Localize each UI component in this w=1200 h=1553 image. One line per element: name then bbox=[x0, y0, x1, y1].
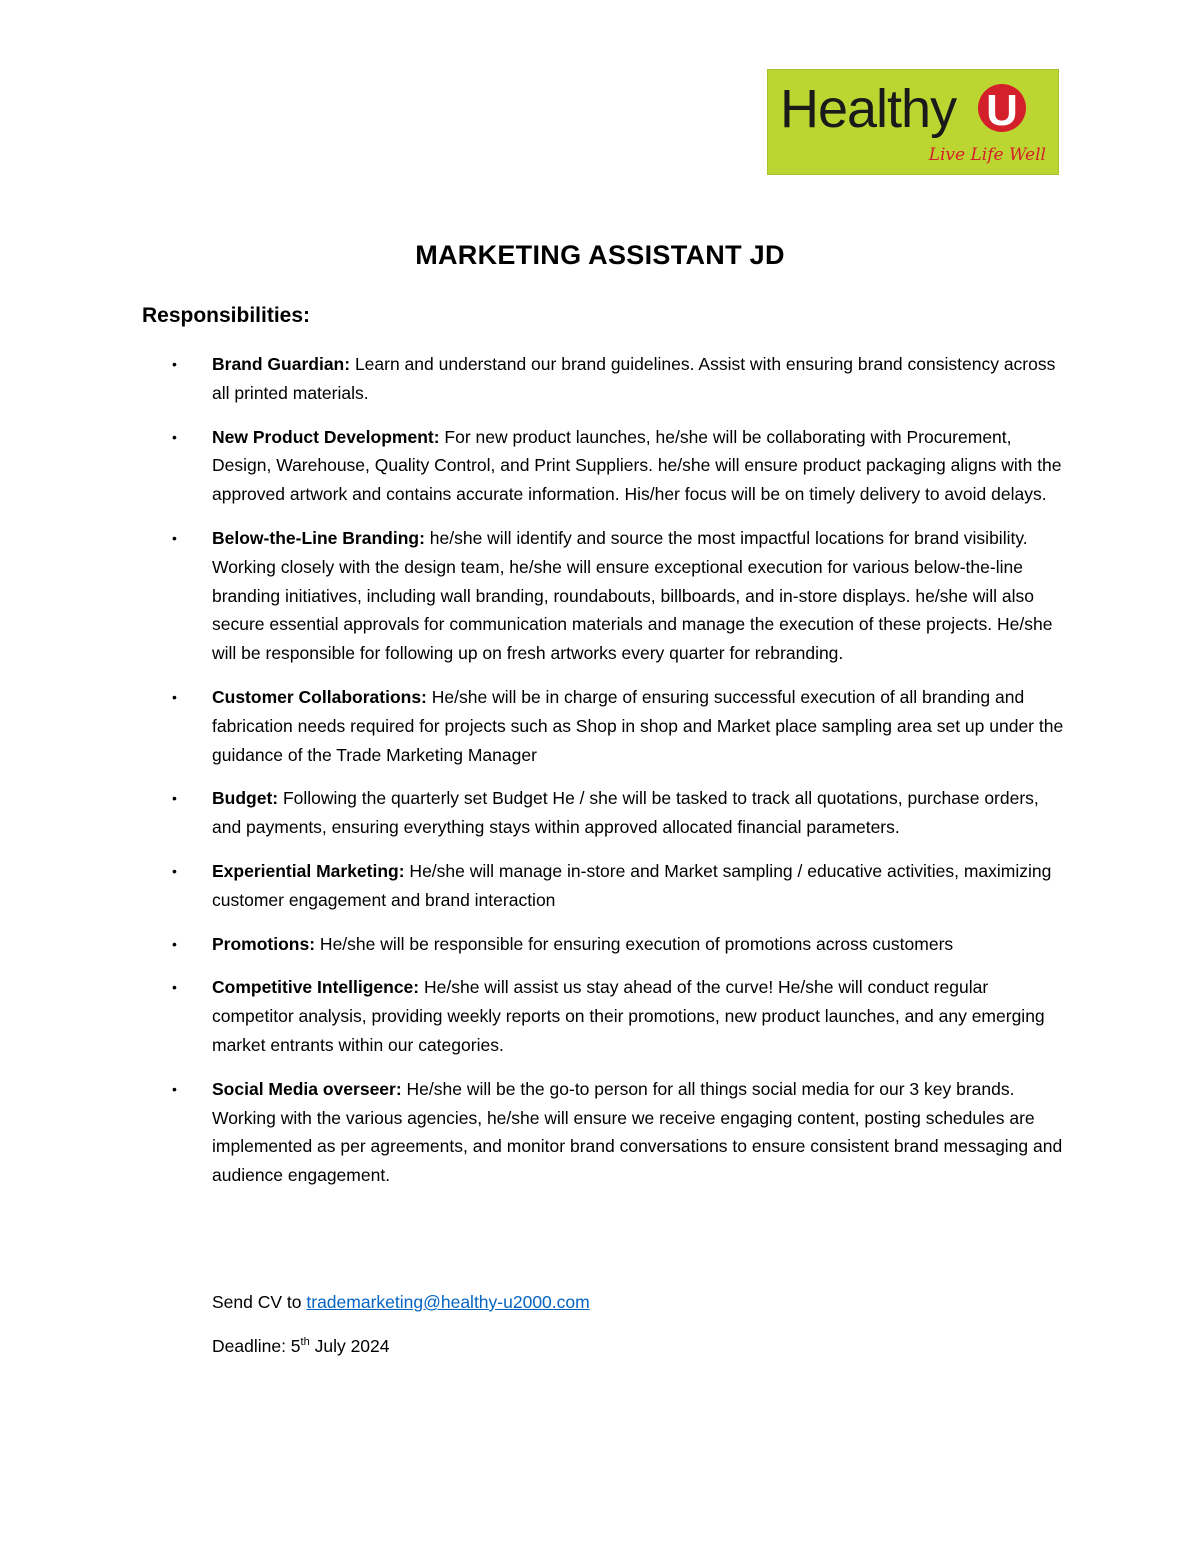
bullet-icon: • bbox=[172, 935, 177, 952]
bullet-icon: • bbox=[172, 356, 177, 372]
deadline-line bbox=[212, 1332, 390, 1360]
item-text: He/she will be responsible for ensuring execution of promotions across customers bbox=[315, 933, 954, 954]
item-label: Promotions: bbox=[212, 933, 316, 954]
item-text: he/she will identify and source the most impactful locations for brand visibility. Working closely with the design team, he/she will ensure exceptional execution for various below-the-line branding initiatives, including wall branding, roundabouts, billboards, and in-store displays. he/she will also secure essential approvals for communication materials and manage the execution of these projects. He/she will be responsible for following up on fresh artworks every quarter for rebranding. bbox=[212, 527, 1053, 664]
item-text: He/she will assist us stay ahead of the curve! He/she will conduct regular competitor analysis, providing weekly reports on their promotions, new product launches, and any emerging market entrants within our categories. bbox=[212, 977, 1045, 1055]
deadline-prefix: Deadline: 5 bbox=[212, 1336, 301, 1356]
item-label: Below-the-Line Branding: bbox=[212, 527, 425, 548]
send-cv-line bbox=[212, 1288, 590, 1316]
list-item bbox=[172, 423, 1072, 509]
item-text: Following the quarterly set Budget He / she will be tasked to track all quotations, purchase orders, and payments, ensuring everything stays within approved allocated financial parameters. bbox=[212, 788, 1039, 838]
send-cv-prefix: Send CV to bbox=[212, 1292, 307, 1312]
bullet-icon: • bbox=[172, 1080, 177, 1097]
email-link[interactable]: trademarketing@healthy-u2000.com bbox=[306, 1292, 590, 1312]
list-item bbox=[172, 1075, 1072, 1190]
list-item bbox=[172, 857, 1072, 915]
item-label: Budget: bbox=[212, 788, 279, 809]
item-text: He/she will be the go-to person for all things social media for our 3 key brands. Working with the various agencies, he/she will ensure we receive engaging content, posting schedules are implemented as per agreements, and monitor brand conversations to ensure consistent brand messaging and audience engagement. bbox=[212, 1078, 1063, 1186]
item-label: Brand Guardian: bbox=[212, 354, 351, 374]
list-item bbox=[172, 683, 1072, 769]
bullet-icon: • bbox=[172, 979, 177, 996]
bullet-icon: • bbox=[172, 790, 177, 807]
responsibilities-heading: Responsibilities: bbox=[142, 304, 311, 327]
list-item bbox=[172, 350, 1072, 408]
logo-artwork bbox=[768, 70, 1058, 174]
deadline-superscript: th bbox=[300, 1336, 310, 1348]
list-item bbox=[172, 973, 1072, 1059]
item-text: He/she will be in charge of ensuring successful execution of all branding and fabrication needs required for projects such as Shop in shop and Market place sampling area set up under the guidance of the Trade Marketing Manager bbox=[212, 686, 1064, 765]
responsibilities-list bbox=[172, 350, 1072, 1205]
healthy-u-logo bbox=[767, 69, 1059, 175]
deadline-suffix: July 2024 bbox=[309, 1336, 390, 1356]
item-text: For new product launches, he/she will be collaborating with Procurement, Design, Warehouse, Quality Control, and Print Suppliers. he/she will ensure product packaging aligns with the approved artwork and contains accurate information. His/her focus will be on timely delivery to avoid delays. bbox=[212, 426, 1062, 505]
item-label: Competitive Intelligence: bbox=[212, 977, 420, 998]
item-text: He/she will manage in-store and Market sampling / educative activities, maximizing customer engagement and brand interaction bbox=[212, 860, 1052, 910]
list-item bbox=[172, 784, 1072, 842]
logo-brand-text: Healthy bbox=[780, 79, 957, 139]
logo-u-letter: U bbox=[986, 86, 1018, 135]
item-label: Experiential Marketing: bbox=[212, 860, 405, 881]
bullet-icon: • bbox=[172, 862, 177, 879]
item-label: Customer Collaborations: bbox=[212, 686, 427, 707]
list-item bbox=[172, 524, 1072, 668]
page-title: MARKETING ASSISTANT JD bbox=[415, 240, 785, 270]
item-label: Social Media overseer: bbox=[212, 1078, 402, 1099]
item-text: Learn and understand our brand guidelines. Assist with ensuring brand consistency across all printed materials. bbox=[212, 354, 1056, 403]
bullet-icon: • bbox=[172, 529, 177, 546]
bullet-icon: • bbox=[172, 428, 177, 445]
logo-tagline: Live Life Well bbox=[928, 145, 1046, 165]
item-label: New Product Development: bbox=[212, 426, 440, 447]
bullet-icon: • bbox=[172, 688, 177, 705]
list-item bbox=[172, 930, 1072, 959]
